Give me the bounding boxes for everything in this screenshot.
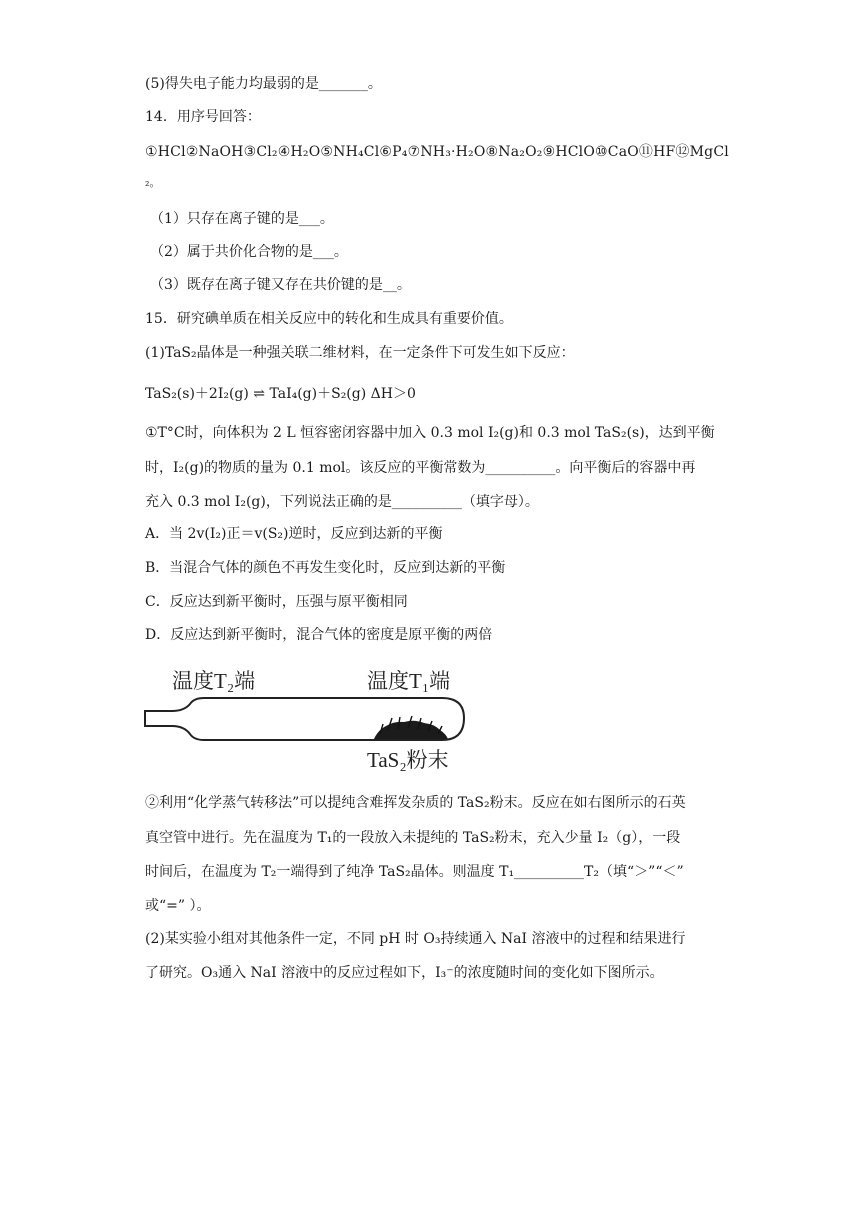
q15-option-d: D．反应达到新平衡时，混合气体的密度是原平衡的两倍	[145, 627, 493, 643]
q15-p1-line1: ①T°C时，向体积为 2 L 恒容密闭容器中加入 0.3 mol I₂(g)和 0.3 mol TaS₂(s)，达到平衡	[145, 425, 715, 441]
label-temp-t1: 温度T₁端	[367, 669, 451, 693]
q14-list: ①HCl②NaOH③Cl₂④H₂O⑤NH₄Cl⑥P₄⑦NH₃·H₂O⑧Na₂O₂⑨HClO⑩CaO⑪HF⑫MgCl	[145, 144, 729, 160]
tas2-powder	[374, 716, 448, 739]
q15-p2-line3: 时间后，在温度为 T₂一端得到了纯净 TaS₂晶体。则温度 T₁__________T₂（填“＞”“＜”	[145, 864, 684, 880]
quartz-tube-figure	[142, 660, 472, 780]
q15-p2-line1: ②利用“化学蒸气转移法”可以提纯含难挥发杂质的 TaS₂粉末。反应在如右图所示的石英	[145, 795, 686, 811]
q15-option-b: B．当混合气体的颜色不再发生变化时，反应到达新的平衡	[145, 560, 506, 576]
q14-sub3: （3）既存在离子键又存在共价键的是__。	[150, 277, 411, 293]
q14-sub1: （1）只存在离子键的是___。	[150, 211, 334, 227]
q15-title: 15．研究碘单质在相关反应中的转化和生成具有重要价值。	[145, 311, 513, 327]
q15-option-c: C．反应达到新平衡时，压强与原平衡相同	[145, 594, 408, 610]
q15-p1-line2: 时，I₂(g)的物质的量为 0.1 mol。该反应的平衡常数为__________。向平衡后的容器中再	[145, 460, 696, 476]
q14-list-tail: ₂。	[145, 176, 161, 189]
q15-p2-line4: 或“=” ）。	[145, 898, 211, 914]
q15-option-a: A．当 2v(I₂)正＝v(S₂)逆时，反应到达新的平衡	[145, 526, 443, 542]
q15-equation: TaS₂(s)＋2I₂(g) ⇌ TaI₄(g)＋S₂(g) ΔH＞0	[145, 386, 416, 402]
q15-p2-line2: 真空管中进行。先在温度为 T₁的一段放入未提纯的 TaS₂粉末，充入少量 I₂（g），一段	[145, 830, 681, 846]
label-tas2-powder: TaS₂粉末	[367, 748, 449, 772]
q15-part1-intro: (1)TaS₂晶体是一种强关联二维材料，在一定条件下可发生如下反应：	[145, 345, 575, 361]
q15-part2-line2: 了研究。O₃通入 NaI 溶液中的反应过程如下，I₃⁻的浓度随时间的变化如下图所示。	[145, 965, 664, 981]
label-temp-t2: 温度T₂端	[172, 669, 256, 693]
q14-sub2: （2）属于共价化合物的是___。	[150, 244, 348, 260]
q14-title: 14．用序号回答：	[145, 109, 261, 125]
q15-p1-line3: 充入 0.3 mol I₂(g)，下列说法正确的是__________（填字母）。	[145, 494, 539, 510]
q13-item5: (5)得失电子能力均最弱的是_______。	[145, 76, 382, 92]
q15-part2-line1: (2)某实验小组对其他条件一定，不同 pH 时 O₃持续通入 NaI 溶液中的过程和结果进行	[145, 931, 686, 947]
